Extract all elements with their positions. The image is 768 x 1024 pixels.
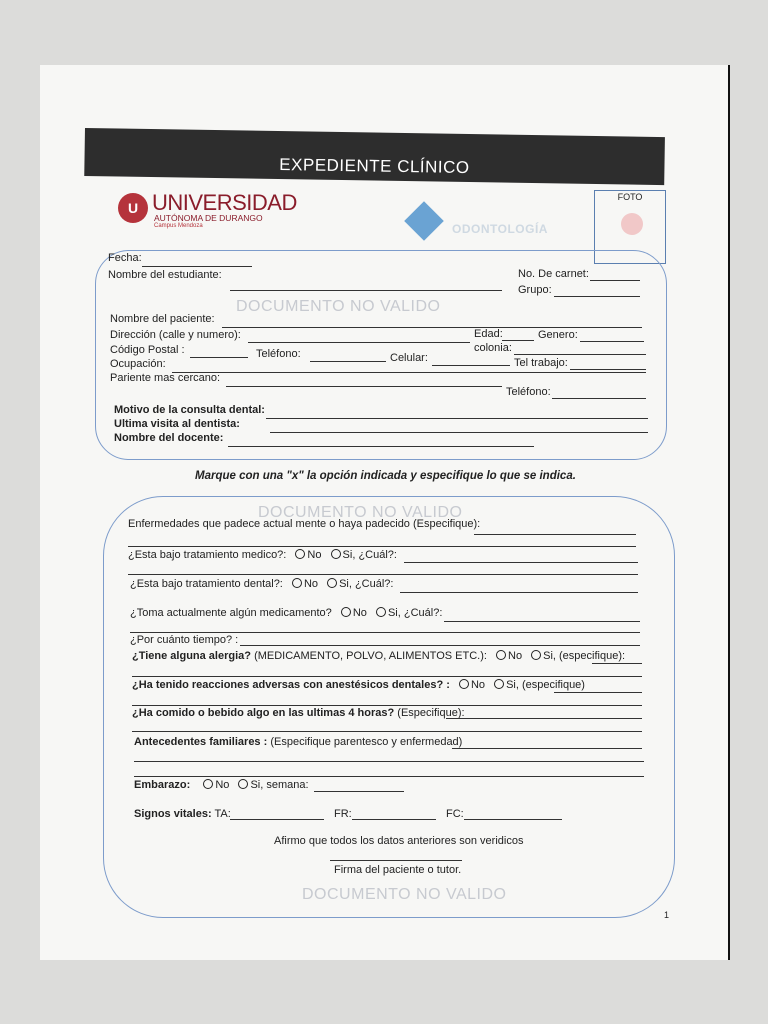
- relative-phone-field[interactable]: [552, 398, 646, 399]
- eaten-row: [132, 707, 465, 719]
- dental-treatment-row: [130, 578, 393, 590]
- student-name-field[interactable]: [230, 290, 502, 291]
- anesthesia-field[interactable]: [554, 692, 642, 693]
- watermark-top: DOCUMENTO NO VALIDO: [236, 298, 441, 315]
- si-cual-label: Si, ¿Cuál?:: [339, 578, 394, 590]
- duration-label: ¿Por cuánto tiempo? :: [130, 634, 239, 646]
- fecha-field[interactable]: [142, 266, 252, 267]
- medical-treatment-row: [128, 549, 397, 561]
- si-cual-label: Si, ¿Cuál?:: [387, 607, 443, 619]
- fc-label: FC:: [446, 808, 464, 820]
- allergy-field[interactable]: [592, 663, 642, 664]
- no-radio[interactable]: [341, 607, 351, 617]
- pregnancy-week-field[interactable]: [314, 791, 404, 792]
- photo-label: FOTO: [617, 192, 643, 202]
- page-number: 1: [664, 910, 670, 920]
- department-label: ODONTOLOGÍA: [452, 222, 548, 236]
- edad-label: Edad:: [474, 328, 503, 340]
- pregnancy-row: [134, 779, 309, 791]
- last-visit-label: Ultima visita al dentista:: [114, 418, 240, 430]
- no-label: No: [352, 607, 367, 619]
- work-phone-field[interactable]: [570, 369, 646, 370]
- no-label: No: [303, 578, 318, 590]
- eaten-label: ¿Ha comido o bebido algo en las ultimas 4 horas?: [132, 707, 395, 719]
- eaten-specify: (Especifique):: [397, 707, 465, 719]
- work-phone-label: Tel trabajo:: [514, 357, 568, 369]
- university-name: UNIVERSIDAD: [152, 190, 297, 215]
- allergy-label: ¿Tiene alguna alergia?: [132, 650, 251, 662]
- colonia-label: colonia:: [474, 342, 512, 354]
- no-radio[interactable]: [292, 578, 302, 588]
- diseases-field-2[interactable]: [128, 546, 636, 547]
- affirmation-text: Afirmo que todos los datos anteriores son veridicos: [274, 835, 524, 847]
- medical-treatment-label: ¿Esta bajo tratamiento medico?:: [128, 549, 287, 561]
- no-radio[interactable]: [203, 779, 213, 789]
- no-label: No: [215, 779, 230, 791]
- teacher-label: Nombre del docente:: [114, 432, 224, 444]
- family-history-field[interactable]: [452, 748, 642, 749]
- no-radio[interactable]: [295, 549, 305, 559]
- pregnancy-label: Embarazo:: [134, 779, 191, 791]
- postal-code-field[interactable]: [190, 357, 248, 358]
- si-semana-label: Si, semana:: [250, 779, 309, 791]
- medication-label: ¿Toma actualmente algún medicamento?: [130, 607, 332, 619]
- colonia-field[interactable]: [514, 354, 646, 355]
- fr-field[interactable]: [352, 819, 436, 820]
- medication-field[interactable]: [444, 621, 640, 622]
- no-label: No: [470, 679, 486, 691]
- university-subtitle: AUTÓNOMA DE DURANGO: [154, 213, 263, 223]
- carnet-label: No. De carnet:: [518, 268, 589, 280]
- university-emblem-icon: U: [118, 193, 148, 223]
- anesthesia-label: ¿Ha tenido reacciones adversas con anestésicos dentales? :: [132, 679, 450, 691]
- dental-treatment-label: ¿Esta bajo tratamiento dental?:: [130, 578, 283, 590]
- family-history-row: [134, 736, 462, 748]
- cellphone-label: Celular:: [390, 352, 428, 364]
- teacher-field[interactable]: [228, 446, 534, 447]
- anesthesia-row: [132, 679, 585, 691]
- si-radio[interactable]: [238, 779, 248, 789]
- phone-label: Teléfono:: [256, 348, 301, 360]
- cellphone-field[interactable]: [432, 365, 510, 366]
- medical-treatment-field-2[interactable]: [128, 574, 638, 575]
- watermark-middle: DOCUMENTO NO VALIDO: [258, 504, 463, 521]
- allergy-options: (MEDICAMENTO, POLVO, ALIMENTOS ETC.):: [254, 650, 487, 662]
- eaten-field-2[interactable]: [132, 731, 642, 732]
- instruction-text: Marque con una "x" la opción indicada y especifique lo que se indica.: [195, 470, 576, 482]
- address-field[interactable]: [248, 342, 470, 343]
- postal-code-label: Código Postal :: [110, 344, 185, 356]
- genero-label: Genero:: [538, 329, 578, 341]
- relative-phone-label: Teléfono:: [506, 386, 551, 398]
- anesthesia-field-2[interactable]: [132, 705, 642, 706]
- document-title: EXPEDIENTE CLÍNICO: [279, 155, 470, 178]
- eaten-field[interactable]: [446, 718, 642, 719]
- vitals-row: [134, 808, 231, 820]
- family-history-field-2[interactable]: [134, 761, 644, 762]
- dental-treatment-field[interactable]: [400, 592, 638, 593]
- si-radio[interactable]: [376, 607, 386, 617]
- diseases-field[interactable]: [474, 534, 636, 535]
- no-radio[interactable]: [496, 650, 506, 660]
- diseases-label: Enfermedades que padece actual mente o haya padecido (Especifique):: [128, 518, 481, 530]
- medication-field-2[interactable]: [130, 632, 640, 633]
- last-visit-field[interactable]: [270, 432, 648, 433]
- no-label: No: [508, 650, 523, 662]
- family-history-spec: (Especifique parentesco y enfermedad): [270, 736, 463, 748]
- allergy-field-2[interactable]: [132, 676, 642, 677]
- si-especifique-label: Si, (especifique): [506, 679, 585, 691]
- reason-field[interactable]: [266, 418, 648, 419]
- edad-field[interactable]: [502, 340, 534, 341]
- reason-label: Motivo de la consulta dental:: [114, 404, 265, 416]
- grupo-label: Grupo:: [518, 284, 552, 296]
- fr-label: FR:: [334, 808, 352, 820]
- family-history-label: Antecedentes familiares :: [134, 736, 268, 748]
- si-especifique-label: Si, (especifique):: [543, 650, 626, 662]
- watermark-bottom: DOCUMENTO NO VALIDO: [302, 886, 507, 903]
- signature-field[interactable]: [330, 860, 462, 861]
- fc-field[interactable]: [464, 819, 562, 820]
- signature-label: Firma del paciente o tutor.: [334, 864, 462, 876]
- family-history-field-3[interactable]: [134, 776, 644, 777]
- patient-name-field[interactable]: [222, 327, 642, 328]
- fecha-label: Fecha:: [108, 252, 142, 264]
- medication-row: [130, 607, 442, 619]
- duration-field[interactable]: [240, 645, 640, 646]
- occupation-field[interactable]: [172, 372, 646, 373]
- relative-label: Pariente mas cercano:: [110, 372, 221, 384]
- carnet-field[interactable]: [590, 280, 640, 281]
- ta-field[interactable]: [230, 819, 324, 820]
- title-band: [84, 128, 665, 185]
- photo-stamp-icon: [621, 213, 643, 235]
- no-radio[interactable]: [459, 679, 469, 689]
- ta-label: TA:: [214, 808, 231, 820]
- phone-field[interactable]: [310, 361, 386, 362]
- vitals-label: Signos vitales:: [134, 808, 212, 820]
- relative-field[interactable]: [226, 386, 502, 387]
- si-radio[interactable]: [331, 549, 341, 559]
- address-label: Dirección (calle y numero):: [110, 329, 241, 341]
- medical-treatment-field[interactable]: [404, 562, 638, 563]
- student-name-label: Nombre del estudiante:: [108, 269, 222, 281]
- si-radio[interactable]: [531, 650, 541, 660]
- grupo-field[interactable]: [554, 296, 640, 297]
- allergy-row: [132, 650, 625, 662]
- genero-field[interactable]: [580, 341, 644, 342]
- university-campus: Campus Mendoza: [154, 223, 203, 229]
- si-cual-label: Si, ¿Cuál?:: [342, 549, 397, 561]
- si-radio[interactable]: [327, 578, 337, 588]
- patient-name-label: Nombre del paciente:: [110, 313, 215, 325]
- occupation-label: Ocupación:: [110, 358, 166, 370]
- no-label: No: [307, 549, 322, 561]
- si-radio[interactable]: [494, 679, 504, 689]
